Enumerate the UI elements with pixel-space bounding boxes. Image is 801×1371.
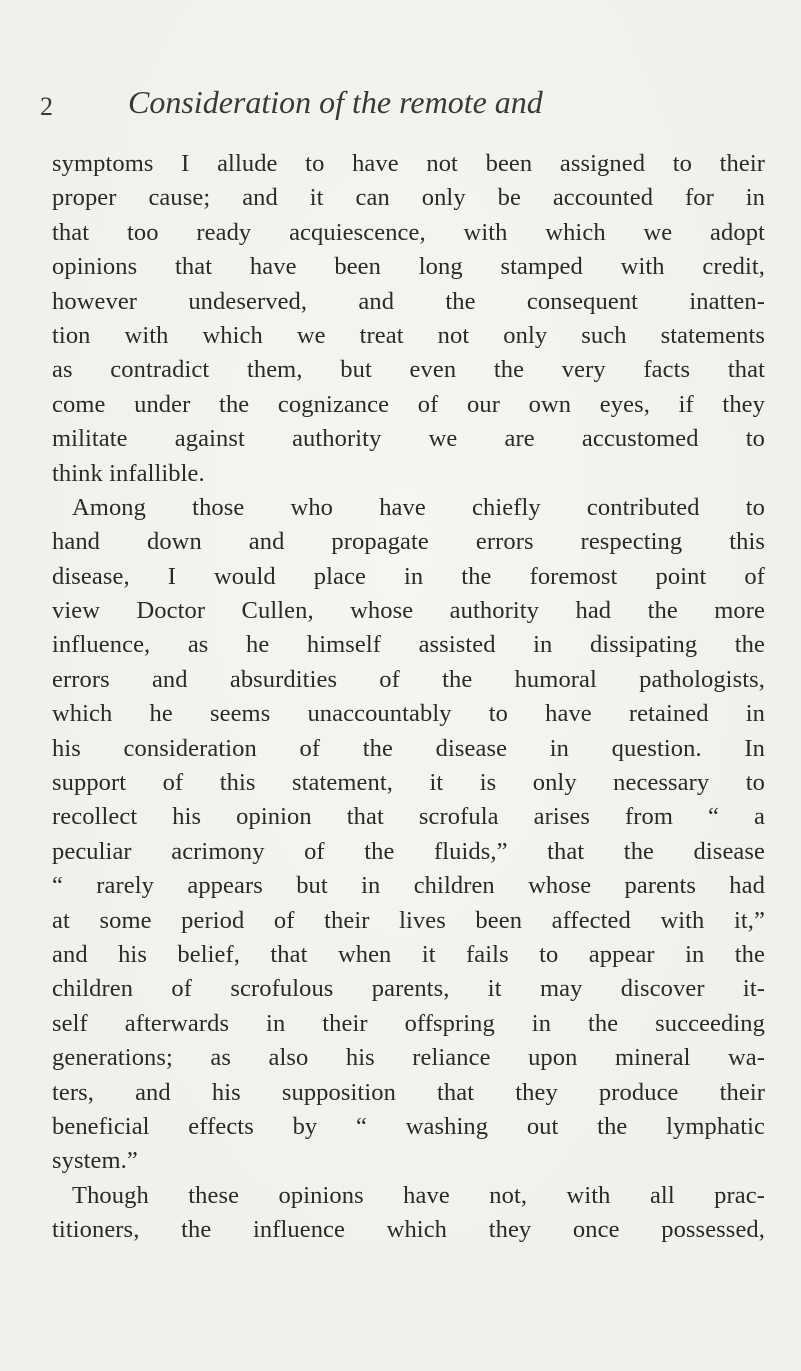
text-line: symptoms I allude to have not been assigned to their [52,150,765,177]
page-number: 2 [40,92,53,121]
text-line: titioners, the influence which they once possessed, [52,1216,765,1244]
text-line: recollect his opinion that scrofula arises from “ a [52,803,765,831]
paragraph-start-line: Among those who have chiefly contributed to [72,493,765,521]
text-line: peculiar acrimony of the fluids,” that the disease [52,837,765,865]
page-header [40,84,740,134]
text-line: ters, and his supposition that they produce their [52,1078,765,1106]
text-line: and his belief, that when it fails to appear in the [52,940,765,968]
text-line: support of this statement, it is only necessary to [52,769,765,797]
text-line: at some period of their lives been affected with it,” [52,906,765,934]
text-line: “ rarely appears but in children whose parents had [52,872,765,900]
text-line: that too ready acquiescence, with which we adopt [52,218,765,246]
text-line: view Doctor Cullen, whose authority had the more [52,597,765,625]
text-line: as contradict them, but even the very facts that [52,356,765,384]
text-line: beneficial effects by “ washing out the lymphatic [52,1112,765,1140]
text-line: hand down and propagate errors respecting this [52,528,765,556]
text-line: self afterwards in their offspring in the succeeding [52,1009,765,1037]
body-text [52,147,765,1248]
text-line: think infallible. [52,459,205,487]
text-line: which he seems unaccountably to have retained in [52,700,765,728]
text-line: come under the cognizance of our own eyes, if they [52,390,765,418]
text-line: tion with which we treat not only such statements [52,321,765,349]
text-line: children of scrofulous parents, it may discover it- [52,975,765,1003]
text-line: militate against authority we are accustomed to [52,425,765,453]
text-line: proper cause; and it can only be accounted for in [52,184,765,212]
text-line: disease, I would place in the foremost point of [52,562,765,590]
text-line: system.” [52,1147,138,1175]
paragraph-start-line: Though these opinions have not, with all prac- [72,1181,765,1209]
text-line: generations; as also his reliance upon mineral wa- [52,1044,765,1072]
text-line: however undeserved, and the consequent inatten- [52,287,765,315]
text-line: errors and absurdities of the humoral pathologists, [52,665,765,693]
text-line: opinions that have been long stamped with credit, [52,253,765,281]
text-line: his consideration of the disease in question. In [52,734,765,762]
running-head: Consideration of the remote and [128,84,543,120]
text-line: influence, as he himself assisted in dissipating the [52,631,765,659]
